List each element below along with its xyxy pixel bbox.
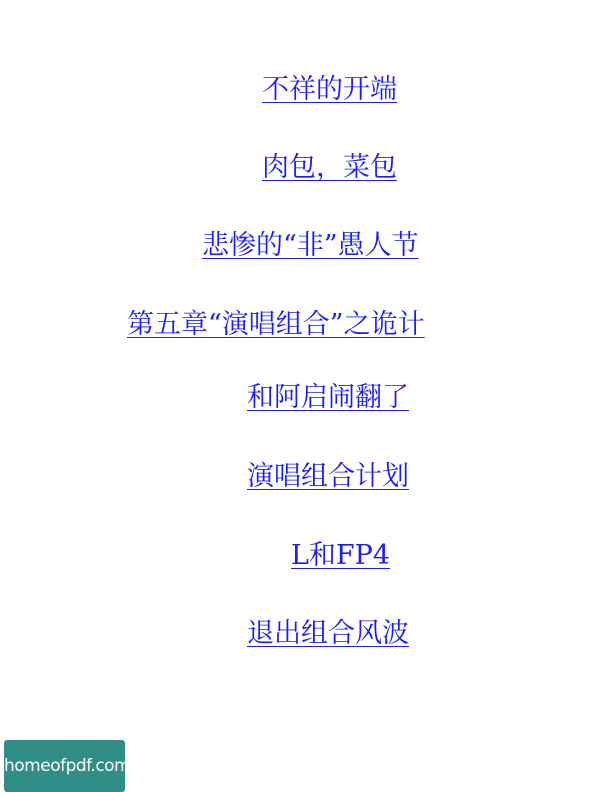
toc-link-bad-start[interactable]: 不祥的开端: [262, 74, 397, 105]
toc-link-fallout-with-aqi[interactable]: 和阿启闹翻了: [247, 382, 409, 413]
toc-link-l-and-fp4[interactable]: L和FP4: [291, 540, 391, 571]
toc-link-april-fools[interactable]: 悲惨的“非”愚人节: [202, 230, 419, 261]
toc-link-chapter-five[interactable]: 第五章“演唱组合”之诡计: [127, 309, 425, 340]
watermark-logo: homeofpdf.com: [4, 740, 125, 792]
toc-link-meat-bun-veg-bun[interactable]: 肉包，菜包: [262, 152, 397, 183]
toc-link-quit-group[interactable]: 退出组合风波: [247, 618, 409, 649]
toc-link-group-plan[interactable]: 演唱组合计划: [247, 461, 409, 492]
